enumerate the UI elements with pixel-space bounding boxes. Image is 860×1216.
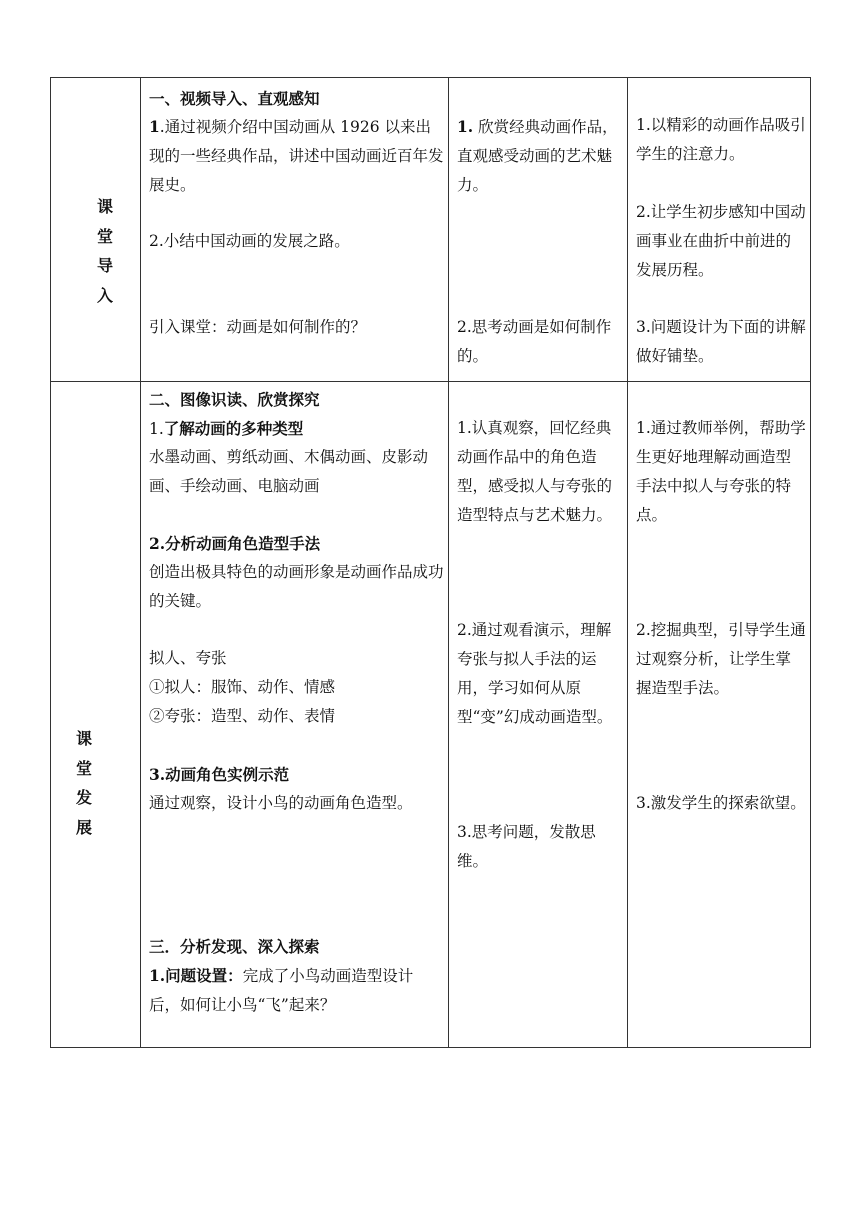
design-purpose-cell (628, 78, 811, 382)
stage-label (95, 192, 115, 310)
teacher-activity-cell (141, 78, 449, 382)
teacher-paragraph (149, 112, 444, 200)
purpose-paragraph: 2.挖掘典型，引导学生通过观察分析，让学生掌握造型手法。 (636, 621, 806, 697)
item-title: 了解动画的多种类型 (163, 419, 304, 438)
student-paragraph: 1.认真观察，回忆经典动画作品中的角色造型，感受拟人与夸张的造型特点与艺术魅力。 (457, 419, 613, 524)
student-paragraph (457, 112, 623, 200)
student-paragraph: 2.通过观看演示，理解夸张与拟人手法的运用，学习如何从原型“变”幻成动画造型。 (457, 621, 613, 726)
stage-char: 导 (96, 256, 113, 275)
stage-char: 入 (96, 285, 113, 305)
item-number: 1 (149, 117, 160, 136)
item-text: 欣赏经典动画作品，直观感受动画的艺术魅力。 (457, 118, 618, 194)
stage-char: 展 (75, 817, 92, 837)
item-number: 1. (457, 117, 474, 136)
student-paragraph: 2.思考动画是如何制作的。 (457, 318, 612, 365)
stage-char: 发 (75, 788, 92, 807)
stage-cell (51, 382, 141, 1048)
teacher-paragraph: 创造出极具特色的动画形象是动画作品成功的关键。 (149, 563, 444, 610)
item-number: 1. (149, 420, 164, 438)
teacher-line: ②夸张：造型、动作、表情 (149, 707, 336, 725)
item-text: .通过视频介绍中国动画从 1926 以来出现的一些经典作品，讲述中国动画近百年发展史。 (149, 118, 444, 194)
purpose-paragraph: 1.通过教师举例，帮助学生更好地理解动画造型手法中拟人与夸张的特点。 (636, 419, 806, 524)
lesson-plan-table (50, 77, 811, 1048)
subsection-title: 2.分析动画角色造型手法 (149, 534, 321, 553)
stage-char: 课 (75, 729, 92, 748)
teacher-paragraph (149, 961, 444, 1020)
purpose-paragraph: 3.激发学生的探索欲望。 (636, 794, 806, 812)
stage-char: 课 (96, 197, 113, 216)
stage-label (74, 724, 94, 842)
student-paragraph: 3.思考问题，发散思维。 (457, 823, 596, 870)
student-activity-cell (449, 382, 628, 1048)
section-heading: 二、图像识读、欣赏探究 (149, 390, 320, 409)
section-heading: 一、视频导入、直观感知 (149, 89, 320, 108)
teacher-activity-cell (141, 382, 449, 1048)
teacher-paragraph: 引入课堂：动画是如何制作的？ (149, 318, 367, 336)
purpose-paragraph: 2.让学生初步感知中国动画事业在曲折中前进的发展历程。 (636, 203, 806, 279)
teacher-paragraph: 2.小结中国动画的发展之路。 (149, 232, 350, 250)
stage-cell (51, 78, 141, 382)
subsection-title (149, 414, 444, 444)
purpose-paragraph: 3.问题设计为下面的讲解做好铺垫。 (636, 318, 806, 365)
subsection-title: 3.动画角色实例示范 (149, 765, 290, 784)
table-row (51, 382, 811, 1048)
table-row (51, 78, 811, 382)
item-title: 1.问题设置： (149, 966, 243, 985)
student-activity-cell (449, 78, 628, 382)
stage-char: 堂 (75, 758, 92, 778)
teacher-line: 拟人、夸张 (149, 649, 227, 667)
teacher-paragraph: 水墨动画、剪纸动画、木偶动画、皮影动画、手绘动画、电脑动画 (149, 448, 429, 495)
purpose-paragraph: 1.以精彩的动画作品吸引学生的注意力。 (636, 116, 806, 163)
teacher-line: ①拟人：服饰、动作、情感 (149, 678, 336, 696)
stage-char: 堂 (96, 226, 113, 246)
item-text: 完成了小鸟动画造型设计后，如何让小鸟“飞”起来？ (149, 967, 414, 1014)
design-purpose-cell (628, 382, 811, 1048)
section-heading: 三．分析发现、深入探索 (149, 937, 320, 956)
teacher-paragraph: 通过观察，设计小鸟的动画角色造型。 (149, 794, 413, 812)
